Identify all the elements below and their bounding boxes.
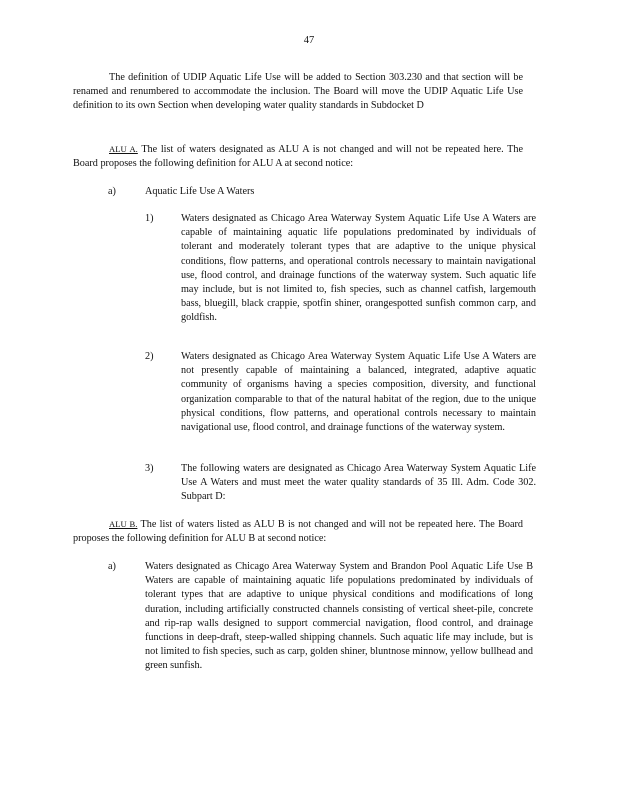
alu-a-paragraph	[73, 142, 523, 171]
alu-b-paragraph	[73, 517, 523, 546]
alu-a-text: The list of waters designated as ALU A is not changed and will not be repeated here. The Board proposes the following definition for ALU A at second notice:	[73, 144, 523, 170]
subsection-a-label: a)	[108, 186, 116, 197]
subsection-b-text: Waters designated as Chicago Area Waterway System and Brandon Pool Aquatic Life Use B Waters are capable of maintaining aquatic life populations predominated by individuals of tolerant types that are adaptive to unique physical conditions and modifications of long duration, including artificially constructed channels consisting of vertical sheet-pile, concrete and rip-rap walls designed to support commercial navigation, flood control, and drainage functions in deep-draft, steep-walled shipping channels. Such aquatic life may include, but is not limited to fish species, such as carp, golden shiner, bluntnose minnow, yellow bullhead and green sunfish.	[145, 561, 533, 672]
item-3-number: 3)	[145, 463, 154, 474]
page-number: 47	[303, 35, 315, 46]
item-3-text: The following waters are designated as Chicago Area Waterway System Aquatic Life Use A Waters and must meet the water quality standards of 35 Ill. Adm. Code 302. Subpart D:	[181, 463, 536, 503]
item-2-text: Waters designated as Chicago Area Waterway System Aquatic Life Use A Waters are not presently capable of maintaining a balanced, integrated, adaptive aquatic community of organisms having a species composition, diversity, and functional organization comparable to that of the natural habitat of the region, due to the unique physical conditions, flow patterns, and operational controls necessary to maintain navigational use, flood control, and drainage functions of the waterway system.	[181, 351, 536, 434]
alu-b-heading: ALU B.	[109, 519, 138, 529]
intro-paragraph: The definition of UDIP Aquatic Life Use will be added to Section 303.230 and that section will be renamed and renumbered to accommodate the inclusion. The Board will move the UDIP Aquatic Life Use definition to its own Section when developing water quality standards in Subdocket D	[73, 72, 523, 112]
alu-b-text: The list of waters listed as ALU B is not changed and will not be repeated here. The Board proposes the following definition for ALU B at second notice:	[73, 519, 523, 545]
item-1-number: 1)	[145, 213, 154, 224]
subsection-b-label: a)	[108, 561, 116, 572]
subsection-a-title: Aquatic Life Use A Waters	[145, 186, 255, 197]
alu-a-heading: ALU A.	[109, 144, 138, 154]
item-2-number: 2)	[145, 351, 154, 362]
item-1-text: Waters designated as Chicago Area Waterway System Aquatic Life Use A Waters are capable of maintaining aquatic life populations predominated by individuals of tolerant and moderately tolerant types that are adaptive to the unique physical conditions, flow patterns, and operational controls necessary to maintain navigational use, flood control, and drainage functions of the waterway system. Such aquatic life may include, but is not limited to, fish species, such as channel catfish, largemouth bass, bluegill, black crappie, spotfin shiner, orangespotted sunfish common carp, and goldfish.	[181, 213, 536, 324]
